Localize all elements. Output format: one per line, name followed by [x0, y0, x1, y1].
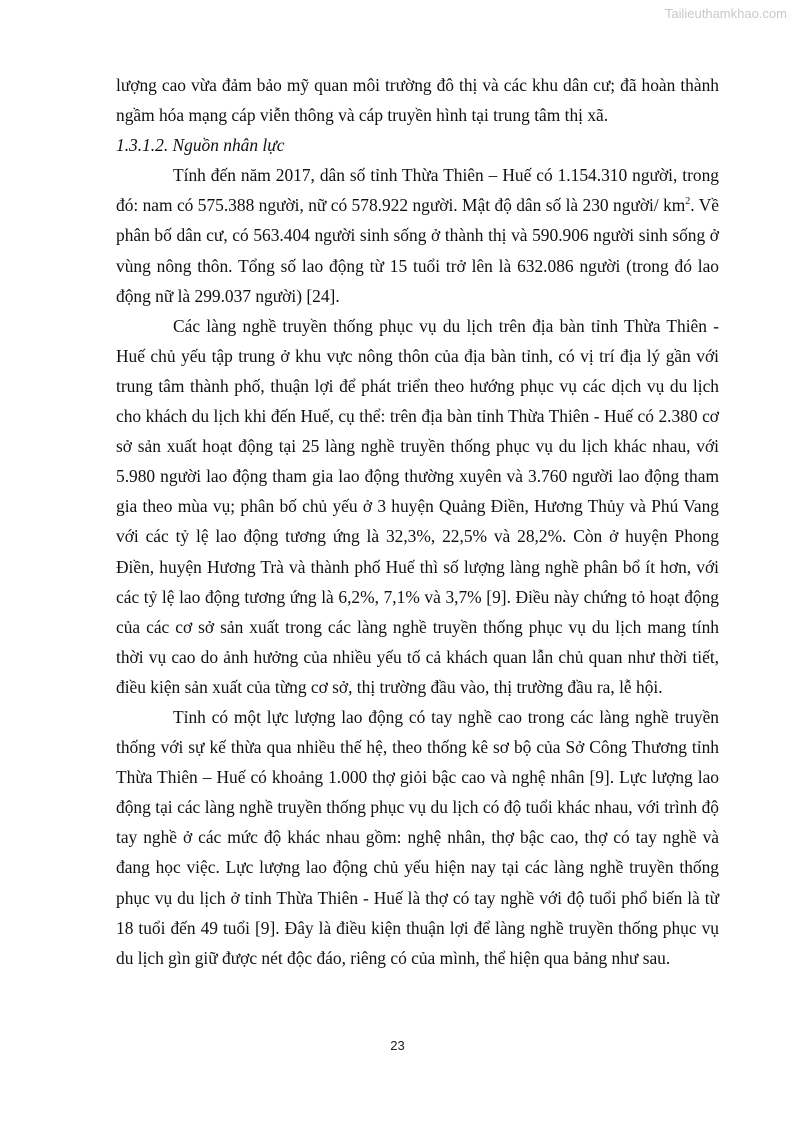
paragraph-continuation: lượng cao vừa đảm bảo mỹ quan môi trường đô thị và các khu dân cư; đã hoàn thành ngầm hóa mạng cáp viễn thông và cáp truyền hình tại trung tâm thị xã.	[116, 75, 719, 126]
page-number: 23	[390, 1038, 405, 1053]
superscript-2: 2	[685, 196, 691, 208]
document-body	[116, 70, 719, 973]
watermark: Tailieuthamkhao.com	[664, 6, 787, 21]
paragraph-labor-force: Tỉnh có một lực lượng lao động có tay nghề cao trong các làng nghề truyền thống với sự kế thừa qua nhiều thế hệ, theo thống kê sơ bộ của Sở Công Thương tỉnh Thừa Thiên – Huế có khoảng 1.000 thợ giỏi bậc cao và nghệ nhân [9]. Lực lượng lao động tại các làng nghề truyền thống phục vụ du lịch có độ tuổi khác nhau, với trình độ tay nghề ở các mức độ khác nhau gồm: nghệ nhân, thợ bậc cao, thợ có tay nghề và đang học việc. Lực lượng lao động chủ yếu hiện nay tại các làng nghề truyền thống phục vụ du lịch ở tỉnh Thừa Thiên - Huế là thợ có tay nghề với độ tuổi phổ biến là từ 18 tuổi đến 49 tuổi [9]. Đây là điều kiện thuận lợi để làng nghề truyền thống phục vụ du lịch gìn giữ được nét độc đáo, riêng có của mình, thể hiện qua bảng như sau.	[116, 706, 719, 968]
paragraph-population	[116, 160, 719, 310]
paragraph-population-text-1: Tính đến năm 2017, dân số tỉnh Thừa Thiên – Huế có 1.154.310 người, trong đó: nam có 575.388 người, nữ có 578.922 người. Mật độ dân số là 230 người/ km	[116, 165, 719, 216]
section-heading: 1.3.1.2. Nguồn nhân lực	[116, 135, 285, 156]
paragraph-population-text-2: . Về phân bố dân cư, có 563.404 người sinh sống ở thành thị và 590.906 người sinh sống ở vùng nông thôn. Tổng số lao động từ 15 tuổi trở lên là 632.086 người (trong đó lao động nữ là 299.037 người) [24].	[116, 195, 719, 306]
paragraph-craft-villages: Các làng nghề truyền thống phục vụ du lịch trên địa bàn tỉnh Thừa Thiên - Huế chủ yếu tập trung ở khu vực nông thôn của địa bàn tỉnh, có vị trí địa lý gần với trung tâm thành phố, thuận lợi để phát triển theo hướng phục vụ các dịch vụ du lịch cho khách du lịch khi đến Huế, cụ thể: trên địa bàn tỉnh Thừa Thiên - Huế có 2.380 cơ sở sản xuất hoạt động tại 25 làng nghề truyền thống phục vụ du lịch khác nhau, với 5.980 người lao động tham gia lao động thường xuyên và 3.760 người lao động tham gia theo mùa vụ; phân bố chủ yếu ở 3 huyện Quảng Điền, Hương Thủy và Phú Vang với các tỷ lệ lao động tương ứng là 32,3%, 22,5% và 28,2%. Còn ở huyện Phong Điền, huyện Hương Trà và thành phố Huế thì số lượng làng nghề phân bổ ít hơn, với các tỷ lệ lao động tương ứng là 6,2%, 7,1% và 3,7% [9]. Điều này chứng tỏ hoạt động của các cơ sở sản xuất trong các làng nghề truyền thống phục vụ du lịch mang tính thời vụ cao do ảnh hưởng của nhiều yếu tố cả khách quan lẫn chủ quan như thời tiết, điều kiện sản xuất của từng cơ sở, thị trường đầu vào, thị trường đầu ra, lễ hội.	[116, 315, 719, 697]
